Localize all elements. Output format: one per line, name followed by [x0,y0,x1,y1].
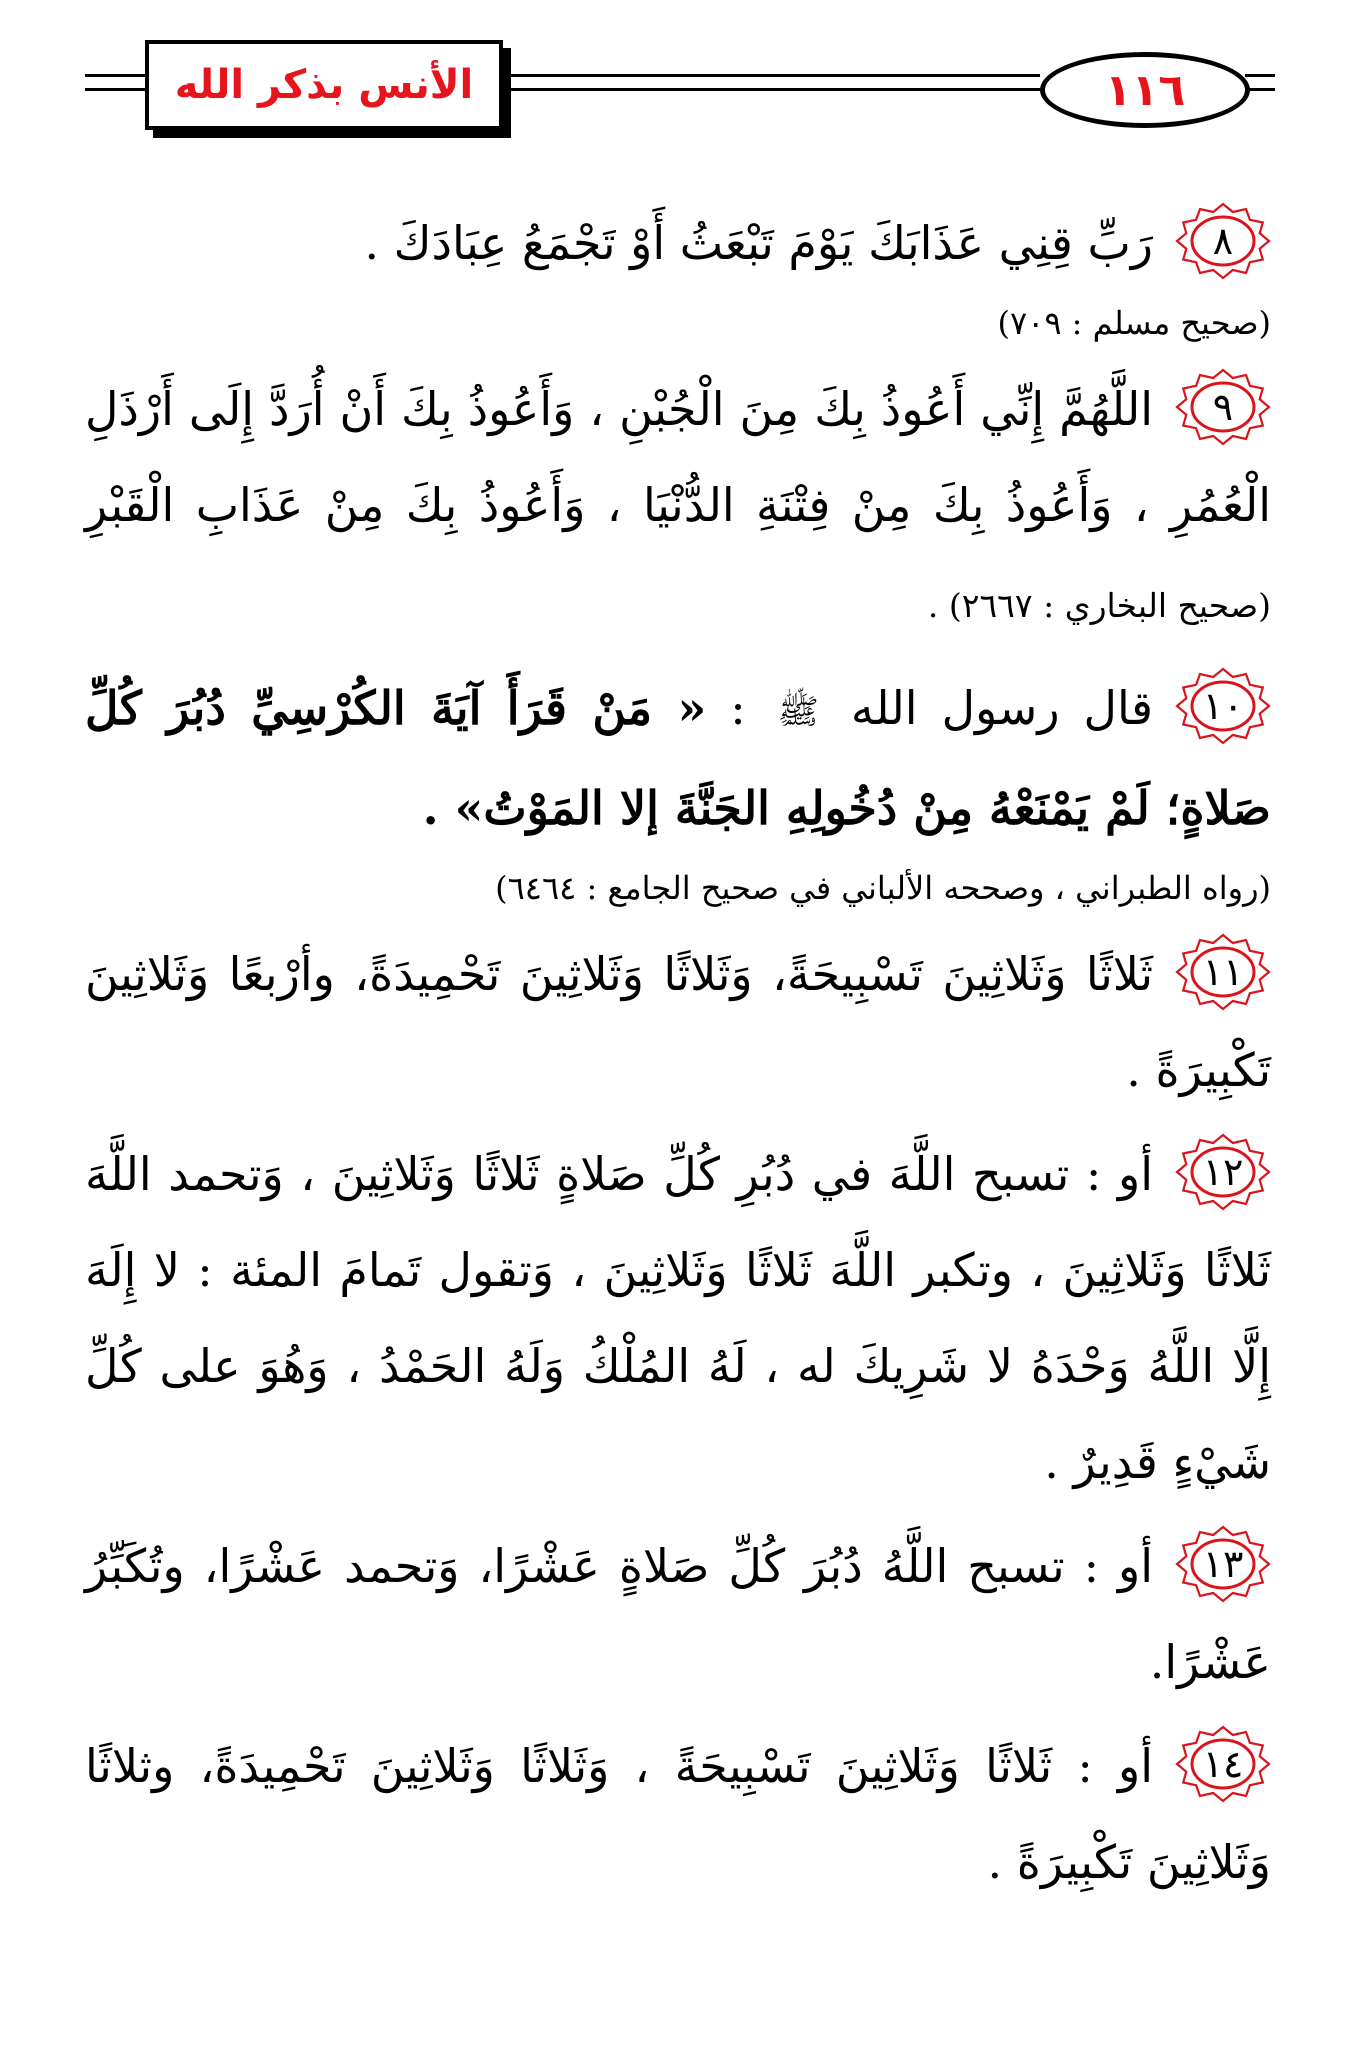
number-rosette-badge [1175,202,1271,280]
hadith-reference-inline: (صحيح البخاري : ٢٦٦٧) . [927,586,1271,625]
entry-number: ١١ [1202,950,1244,994]
dua-text: أو : تسبح اللَّهُ دُبُرَ كُلِّ صَلاةٍ عَشْرًا، وَتحمد عَشْرًا، وتُكَبِّرُ عَشْرًا. [85,1539,1271,1689]
dua-entry-9 [85,361,1271,654]
number-rosette-badge [1175,1525,1271,1603]
hadith-intro: قال رسول الله [850,681,1153,735]
number-rosette-badge [1175,667,1271,745]
entry-number: ١٢ [1202,1150,1244,1194]
entry-number: ٨ [1212,219,1234,263]
entry-number: ١٠ [1202,684,1244,728]
book-title: الأنس بذكر الله [174,62,474,108]
dua-text: اللَّهُمَّ إِنِّي أَعُوذُ بِكَ مِنَ الْجُبْنِ ، وَأَعُوذُ بِكَ أَنْ أُرَدَّ إِلَى أَرْذَلِ الْعُمُرِ ، وَأَعُوذُ بِكَ مِنْ فِتْنَةِ الدُّنْيَا ، وَأَعُوذُ بِكَ مِنْ عَذَابِ الْقَبْرِ [85,382,1271,532]
number-rosette-badge [1175,368,1271,446]
dua-entry-8 [85,195,1271,291]
entry-number: ١٤ [1202,1742,1244,1786]
dua-text: أو : ثَلاثًا وَثَلاثِينَ تَسْبِيحَةً ، وَثَلاثًا وَثَلاثِينَ تَحْمِيدَةً، وثلاثًا وَثَلاثِينَ تَكْبِيرَةً . [85,1739,1271,1889]
dua-paragraph [85,1718,1271,1910]
dua-text: رَبِّ قِنِي عَذَابَكَ يَوْمَ تَبْعَثُ أَوْ تَجْمَعُ عِبَادَكَ . [364,216,1153,270]
hadith-reference: (رواه الطبراني ، وصححه الألباني في صحيح الجامع : ٦٤٦٤) [495,869,1271,907]
dua-paragraph [85,1126,1271,1510]
dua-entry-13 [85,1518,1271,1710]
header-rule-right-top [1245,74,1275,77]
page-number-oval [1040,52,1250,128]
entry-number: ١٣ [1202,1542,1244,1586]
header-rule-left-top [85,74,145,77]
page-content [85,195,1271,1910]
colon: : [730,681,746,735]
dua-paragraph [85,660,1271,856]
dua-entry-10 [85,660,1271,856]
number-rosette-badge [1175,1725,1271,1803]
salutation-glyph: ﷺ [777,692,819,732]
dua-paragraph [85,1518,1271,1710]
dua-paragraph [85,195,1271,291]
dua-paragraph [85,926,1271,1118]
dua-entry-14 [85,1718,1271,1910]
hadith-quote: « مَنْ قَرَأَ آيَةَ الكُرْسِيِّ دُبُرَ كُلِّ صَلاةٍ؛ لَمْ يَمْنَعْهُ مِنْ دُخُولِهِ الجَنَّةَ إلا المَوْتُ» . [85,681,1271,835]
header-rule-left-bottom [85,88,145,91]
dua-paragraph [85,361,1271,654]
dua-entry-12 [85,1126,1271,1510]
number-rosette-badge [1175,1133,1271,1211]
book-title-box [145,40,503,130]
header-rule-mid-bottom [505,88,1040,91]
dua-text: أو : تسبح اللَّهَ في دُبُرِ كُلِّ صَلاةٍ ثَلاثًا وَثَلاثِينَ ، وَتحمد اللَّهَ ثَلاثًا وَثَلاثِينَ ، وتكبر اللَّهَ ثَلاثًا وَثَلاثِينَ ، وَتقول تَمامَ المئة : لا إِلَهَ إِلَّا اللَّهُ وَحْدَهُ لا شَرِيكَ له ، لَهُ المُلْكُ وَلَهُ الحَمْدُ ، وَهُوَ على كُلِّ شَيْءٍ قَدِيرٌ . [85,1147,1271,1489]
number-rosette-badge [1175,933,1271,1011]
dua-entry-11 [85,926,1271,1118]
header-rule-mid-top [505,74,1040,77]
page-number: ١١٦ [1104,64,1186,116]
dua-text: ثَلاثًا وَثَلاثِينَ تَسْبِيحَةً، وَثَلاثًا وَثَلاثِينَ تَحْمِيدَةً، وأرْبعًا وَثَلاثِينَ تَكْبِيرَةً . [85,947,1271,1097]
entry-number: ٩ [1212,385,1234,429]
hadith-reference: (صحيح مسلم : ٧٠٩) [997,304,1271,342]
page-header [0,0,1356,150]
